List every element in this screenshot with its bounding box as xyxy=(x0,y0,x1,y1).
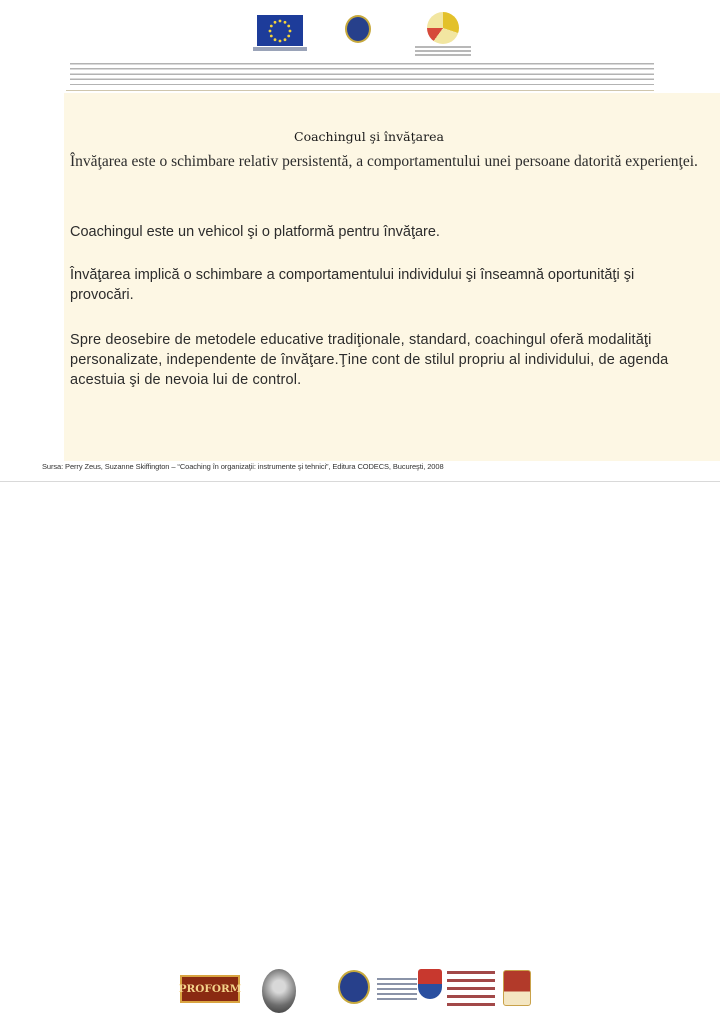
giurgiu-crest-icon xyxy=(503,970,531,1006)
eu-flag-icon xyxy=(257,15,303,46)
eu-stars-icon xyxy=(267,18,293,44)
portrait-icon xyxy=(262,969,296,1013)
paragraph-2: Coachingul este un vehicol şi o platformă pentru învăţare. xyxy=(70,224,440,240)
paragraph-4: Spre deosebire de metodele educative tradiţionale, standard, coachingul oferă modalităţi personalizate, independente de învăţare.Ţine cont de stilul propriu al individului, de agenda acestuia şi de nevoia lui de control. xyxy=(70,332,669,388)
eu-caption-line xyxy=(253,47,307,51)
paragraph-3: Învăţarea implică o schimbare a comportamentului individului şi înseamnă oportunităţi şi provocări. xyxy=(70,267,635,303)
isj-botosani-crest-icon xyxy=(418,969,442,999)
ministry-caption-lines xyxy=(377,978,417,1002)
proform-logo-icon: PROFORM xyxy=(180,975,240,1003)
logo-caption-lines xyxy=(415,46,471,56)
slide-title: Coachingul şi învăţarea xyxy=(294,129,444,144)
paragraph-1: Învăţarea este o schimbare relativ persistentă, a comportamentului unei persoane datorită experienţei. xyxy=(70,153,698,170)
header-logos xyxy=(0,0,720,92)
source-citation: Sursa: Perry Zeus, Suzanne Skiffington – “Coaching în organizaţii: instrumente şi tehnici”, Editura CODECS, Bucureşti, 2008 xyxy=(42,462,444,471)
romanian-government-crest-icon xyxy=(345,15,371,43)
instrumente-structurale-logo-icon xyxy=(427,12,459,44)
ministry-education-crest-icon xyxy=(338,970,370,1004)
header-divider xyxy=(66,90,654,91)
footer-logos xyxy=(0,482,720,995)
project-fine-print xyxy=(70,63,654,89)
isj-caption-lines xyxy=(447,971,495,1011)
slide-content xyxy=(42,93,720,471)
